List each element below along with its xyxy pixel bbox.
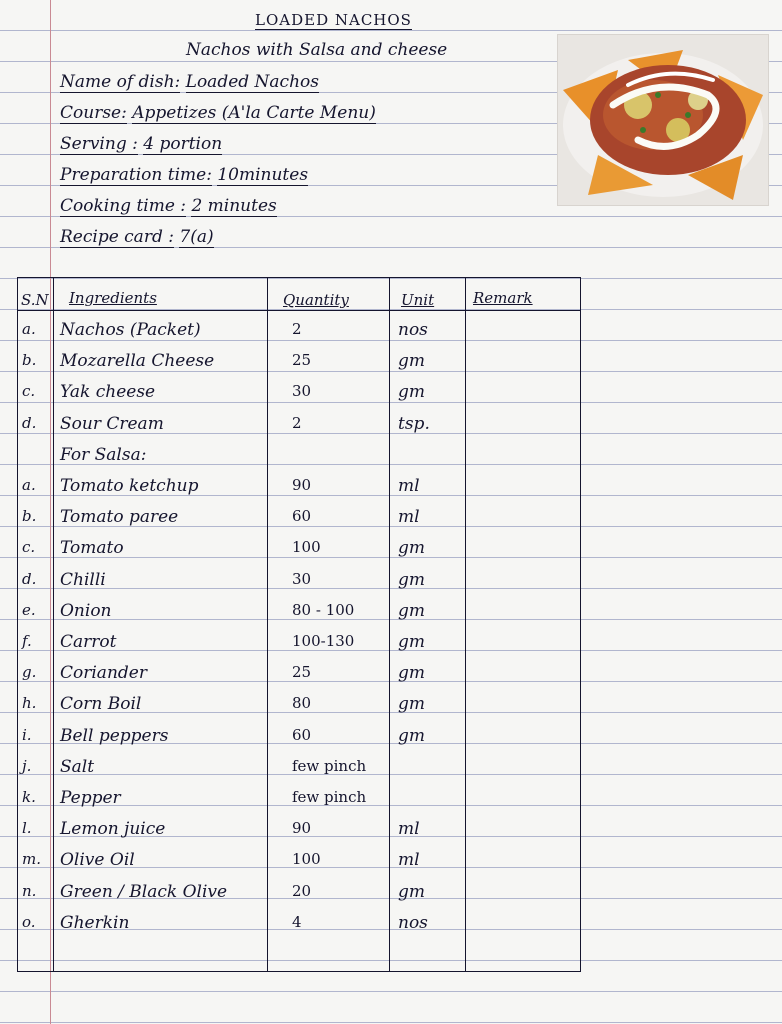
row-quantity: 30 bbox=[292, 382, 312, 400]
row-sn: c. bbox=[22, 538, 36, 556]
table-col-border bbox=[17, 277, 18, 972]
row-ingredient: Tomato bbox=[60, 538, 124, 558]
row-quantity: 60 bbox=[292, 726, 312, 744]
row-sn: o. bbox=[22, 913, 36, 931]
table-bottom-border bbox=[17, 971, 581, 972]
row-sn: a. bbox=[22, 476, 36, 494]
row-unit: ml bbox=[398, 476, 420, 496]
info-dish-name: Name of dish: Loaded Nachos bbox=[60, 72, 319, 92]
row-sn: d. bbox=[22, 414, 37, 432]
row-ingredient: Chilli bbox=[60, 570, 106, 590]
row-sn: c. bbox=[22, 382, 36, 400]
row-ingredient: Salt bbox=[60, 757, 95, 777]
row-unit: ml bbox=[398, 819, 420, 839]
row-quantity: few pinch bbox=[292, 788, 367, 806]
row-quantity: 100 bbox=[292, 850, 321, 868]
row-unit: gm bbox=[398, 882, 426, 902]
row-sn: h. bbox=[22, 694, 37, 712]
row-quantity: few pinch bbox=[292, 757, 367, 775]
row-quantity: 80 - 100 bbox=[292, 601, 355, 619]
row-unit: ml bbox=[398, 507, 420, 527]
row-sn: k. bbox=[22, 788, 36, 806]
row-ingredient: Corn Boil bbox=[60, 694, 142, 714]
info-course: Course: Appetizes (A'la Carte Menu) bbox=[60, 103, 376, 123]
row-unit: ml bbox=[398, 850, 420, 870]
row-unit: nos bbox=[398, 913, 428, 933]
row-sn: e. bbox=[22, 601, 36, 619]
info-recipe-card: Recipe card : 7(a) bbox=[60, 227, 214, 247]
row-unit: gm bbox=[398, 351, 426, 371]
row-ingredient: Tomato paree bbox=[60, 507, 179, 527]
row-quantity: 20 bbox=[292, 882, 312, 900]
row-sn: b. bbox=[22, 351, 37, 369]
row-quantity: 4 bbox=[292, 913, 302, 931]
row-ingredient: Bell peppers bbox=[60, 726, 169, 746]
row-sn: n. bbox=[22, 882, 37, 900]
row-quantity: 90 bbox=[292, 819, 312, 837]
row-unit: gm bbox=[398, 663, 426, 683]
row-sn: f. bbox=[22, 632, 32, 650]
recipe-title: LOADED NACHOS bbox=[255, 11, 412, 29]
header-unit: Unit bbox=[401, 291, 435, 309]
row-quantity: 2 bbox=[292, 414, 302, 432]
row-sn: a. bbox=[22, 320, 36, 338]
row-unit: gm bbox=[398, 694, 426, 714]
row-ingredient: Onion bbox=[60, 601, 112, 621]
row-unit: gm bbox=[398, 726, 426, 746]
row-ingredient: Nachos (Packet) bbox=[60, 320, 201, 340]
row-unit: gm bbox=[398, 632, 426, 652]
row-unit: tsp. bbox=[398, 414, 430, 434]
row-unit: nos bbox=[398, 320, 428, 340]
row-unit: gm bbox=[398, 538, 426, 558]
recipe-subtitle: Nachos with Salsa and cheese bbox=[186, 40, 448, 60]
row-ingredient: Lemon juice bbox=[60, 819, 166, 839]
row-sn: g. bbox=[22, 663, 37, 681]
row-sn: d. bbox=[22, 570, 37, 588]
table-top-border bbox=[17, 277, 581, 278]
row-quantity: 100 bbox=[292, 538, 321, 556]
row-sn: i. bbox=[22, 726, 32, 744]
row-sn: b. bbox=[22, 507, 37, 525]
info-serving: Serving : 4 portion bbox=[60, 134, 223, 154]
row-quantity: 30 bbox=[292, 570, 312, 588]
row-ingredient: For Salsa: bbox=[60, 445, 147, 465]
row-ingredient: Sour Cream bbox=[60, 414, 164, 434]
row-sn: l. bbox=[22, 819, 32, 837]
info-preparation-time: Preparation time: 10minutes bbox=[60, 165, 309, 185]
table-col-border bbox=[580, 277, 581, 972]
row-sn: m. bbox=[22, 850, 41, 868]
header-ingredients: Ingredients bbox=[69, 289, 157, 307]
table-col-border bbox=[53, 277, 54, 972]
header-sn: S.N bbox=[21, 291, 49, 309]
row-ingredient: Pepper bbox=[60, 788, 121, 808]
row-unit: gm bbox=[398, 382, 426, 402]
row-quantity: 25 bbox=[292, 663, 312, 681]
table-col-border bbox=[389, 277, 390, 972]
row-ingredient: Mozarella Cheese bbox=[60, 351, 215, 371]
row-quantity: 90 bbox=[292, 476, 312, 494]
row-ingredient: Green / Black Olive bbox=[60, 882, 228, 902]
header-remark: Remark bbox=[473, 289, 533, 307]
info-cooking-time: Cooking time : 2 minutes bbox=[60, 196, 277, 216]
row-ingredient: Gherkin bbox=[60, 913, 130, 933]
row-unit: gm bbox=[398, 570, 426, 590]
row-sn: j. bbox=[22, 757, 32, 775]
row-ingredient: Tomato ketchup bbox=[60, 476, 199, 496]
row-quantity: 2 bbox=[292, 320, 302, 338]
row-quantity: 25 bbox=[292, 351, 312, 369]
row-quantity: 60 bbox=[292, 507, 312, 525]
row-ingredient: Olive Oil bbox=[60, 850, 135, 870]
table-col-border bbox=[465, 277, 466, 972]
row-quantity: 100-130 bbox=[292, 632, 355, 650]
row-quantity: 80 bbox=[292, 694, 312, 712]
table-col-border bbox=[267, 277, 268, 972]
row-unit: gm bbox=[398, 601, 426, 621]
row-ingredient: Coriander bbox=[60, 663, 147, 683]
row-ingredient: Carrot bbox=[60, 632, 117, 652]
nachos-photo-icon bbox=[557, 34, 769, 206]
table-header-border bbox=[17, 310, 581, 311]
header-quantity: Quantity bbox=[283, 291, 349, 309]
row-ingredient: Yak cheese bbox=[60, 382, 156, 402]
